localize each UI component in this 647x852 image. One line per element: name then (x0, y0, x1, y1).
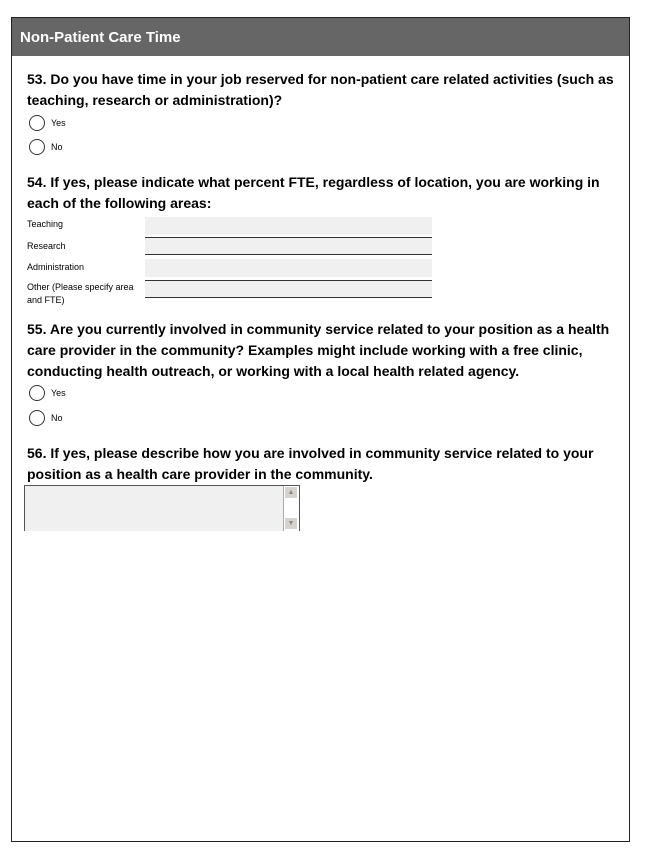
label-administration: Administration (27, 262, 85, 272)
q55-radio-no[interactable] (29, 410, 63, 426)
radio-label: No (51, 142, 63, 152)
question-54: 54. If yes, please indicate what percent FTE, regardless of location, you are working in each of the following areas: (27, 174, 600, 211)
question-56: 56. If yes, please describe how you are involved in community service related to your position as a health care provider in the community. (27, 445, 594, 482)
scrollbar[interactable] (283, 486, 299, 531)
teaching-input[interactable] (145, 217, 432, 235)
administration-input[interactable] (145, 259, 432, 277)
question-53: 53. Do you have time in your job reserved for non-patient care related activities (such as teaching, research or administration)? (27, 71, 614, 108)
radio-circle[interactable] (29, 385, 45, 401)
question-55: 55. Are you currently involved in community service related to your position as a health care provider in the community? Examples might include working with a free clinic, conducting health outreach, or working with a local health related agency. (27, 321, 610, 379)
radio-label: Yes (51, 388, 66, 398)
radio-circle[interactable] (29, 139, 45, 155)
radio-label: No (51, 413, 63, 423)
q53-radio-no[interactable] (29, 139, 63, 155)
radio-circle[interactable] (29, 410, 45, 426)
q53-radio-yes[interactable] (29, 115, 66, 131)
label-other: Other (Please specify area and FTE) (27, 282, 134, 305)
form-frame (11, 17, 630, 842)
radio-label: Yes (51, 118, 66, 128)
q55-radio-yes[interactable] (29, 385, 66, 401)
label-teaching: Teaching (27, 219, 64, 229)
scroll-up-icon[interactable]: ▲ (285, 487, 297, 498)
community-service-textarea[interactable] (24, 485, 300, 531)
research-input[interactable] (145, 237, 432, 255)
scroll-down-icon[interactable]: ▼ (285, 518, 297, 529)
label-research: Research (27, 241, 66, 251)
section-header: Non-Patient Care Time (12, 18, 629, 56)
radio-circle[interactable] (29, 115, 45, 131)
other-input[interactable] (145, 280, 432, 298)
